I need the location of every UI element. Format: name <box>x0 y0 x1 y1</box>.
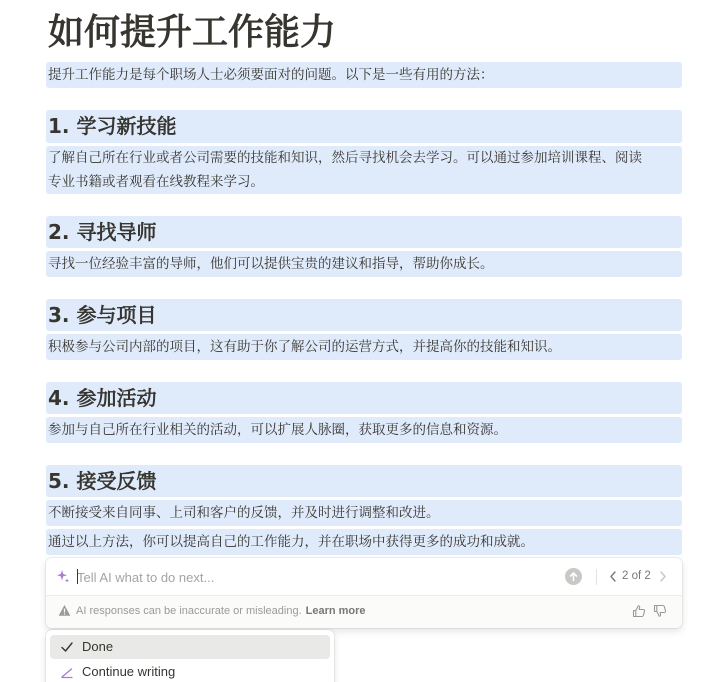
section-paragraph-line: 寻找一位经验丰富的导师，他们可以提供宝贵的建议和指导，帮助你成长。 <box>48 256 494 272</box>
ai-input-row <box>46 558 682 595</box>
toolbar-divider <box>596 569 597 585</box>
ai-action-menu <box>46 630 334 682</box>
check-icon <box>60 640 74 654</box>
section-heading: 3. 参与项目 <box>48 303 157 327</box>
section-1-body-block[interactable] <box>46 146 682 194</box>
section-heading: 5. 接受反馈 <box>48 469 157 493</box>
section-paragraph-line: 专业书籍或者观看在线教程来学习。 <box>48 174 264 190</box>
page-title: 如何提升工作能力 <box>48 12 337 53</box>
menu-item-done[interactable] <box>50 635 330 659</box>
section-5-heading-block[interactable] <box>46 465 682 497</box>
section-4-heading-block[interactable] <box>46 382 682 414</box>
section-heading: 2. 寻找导师 <box>48 220 157 244</box>
conclusion-block[interactable] <box>46 529 682 555</box>
response-pager: 2 of 2 <box>622 570 651 582</box>
chevron-left-icon[interactable] <box>608 570 618 583</box>
intro-paragraph: 提升工作能力是每个职场人士必须要面对的问题。以下是一些有用的方法： <box>48 67 494 83</box>
section-3-body-block[interactable] <box>46 334 682 360</box>
pencil-icon <box>60 665 74 679</box>
menu-item-label: Continue writing <box>82 664 176 679</box>
section-1-heading-block[interactable] <box>46 110 682 143</box>
menu-item-continue-writing[interactable] <box>50 660 330 682</box>
section-heading: 1. 学习新技能 <box>48 114 177 138</box>
section-heading: 4. 参加活动 <box>48 386 157 410</box>
section-paragraph-line: 不断接受来自同事、上司和客户的反馈，并及时进行调整和改进。 <box>48 505 440 521</box>
thumbs-down-icon[interactable] <box>653 604 667 618</box>
chevron-right-icon[interactable] <box>658 570 668 583</box>
ai-footer <box>46 596 682 628</box>
sparkle-icon <box>56 569 70 583</box>
send-arrow-icon <box>565 568 582 585</box>
learn-more-link[interactable]: Learn more <box>305 605 366 617</box>
conclusion-paragraph: 通过以上方法，你可以提高自己的工作能力，并在职场中获得更多的成功和成就。 <box>48 534 534 550</box>
thumbs-up-icon[interactable] <box>632 604 646 618</box>
ai-prompt-input[interactable] <box>77 564 547 590</box>
ai-disclaimer <box>76 604 366 619</box>
section-paragraph-line: 参加与自己所在行业相关的活动，可以扩展人脉圈，获取更多的信息和资源。 <box>48 422 507 438</box>
section-paragraph-line: 了解自己所在行业或者公司需要的技能和知识，然后寻找机会去学习。可以通过参加培训课程、阅读 <box>48 150 642 166</box>
disclaimer-text: AI responses can be inaccurate or misleading. <box>76 605 302 617</box>
section-paragraph-line: 积极参与公司内部的项目，这有助于你了解公司的运营方式，并提高你的技能和知识。 <box>48 339 561 355</box>
ai-prompt-box <box>46 558 682 628</box>
menu-item-label: Done <box>82 639 114 654</box>
section-2-heading-block[interactable] <box>46 216 682 248</box>
send-button[interactable] <box>565 568 582 585</box>
section-4-body-block[interactable] <box>46 417 682 443</box>
section-2-body-block[interactable] <box>46 251 682 277</box>
section-5-body-block[interactable] <box>46 500 682 526</box>
warning-icon <box>58 604 71 617</box>
intro-block[interactable] <box>46 62 682 88</box>
text-caret <box>77 569 78 584</box>
section-3-heading-block[interactable] <box>46 299 682 331</box>
